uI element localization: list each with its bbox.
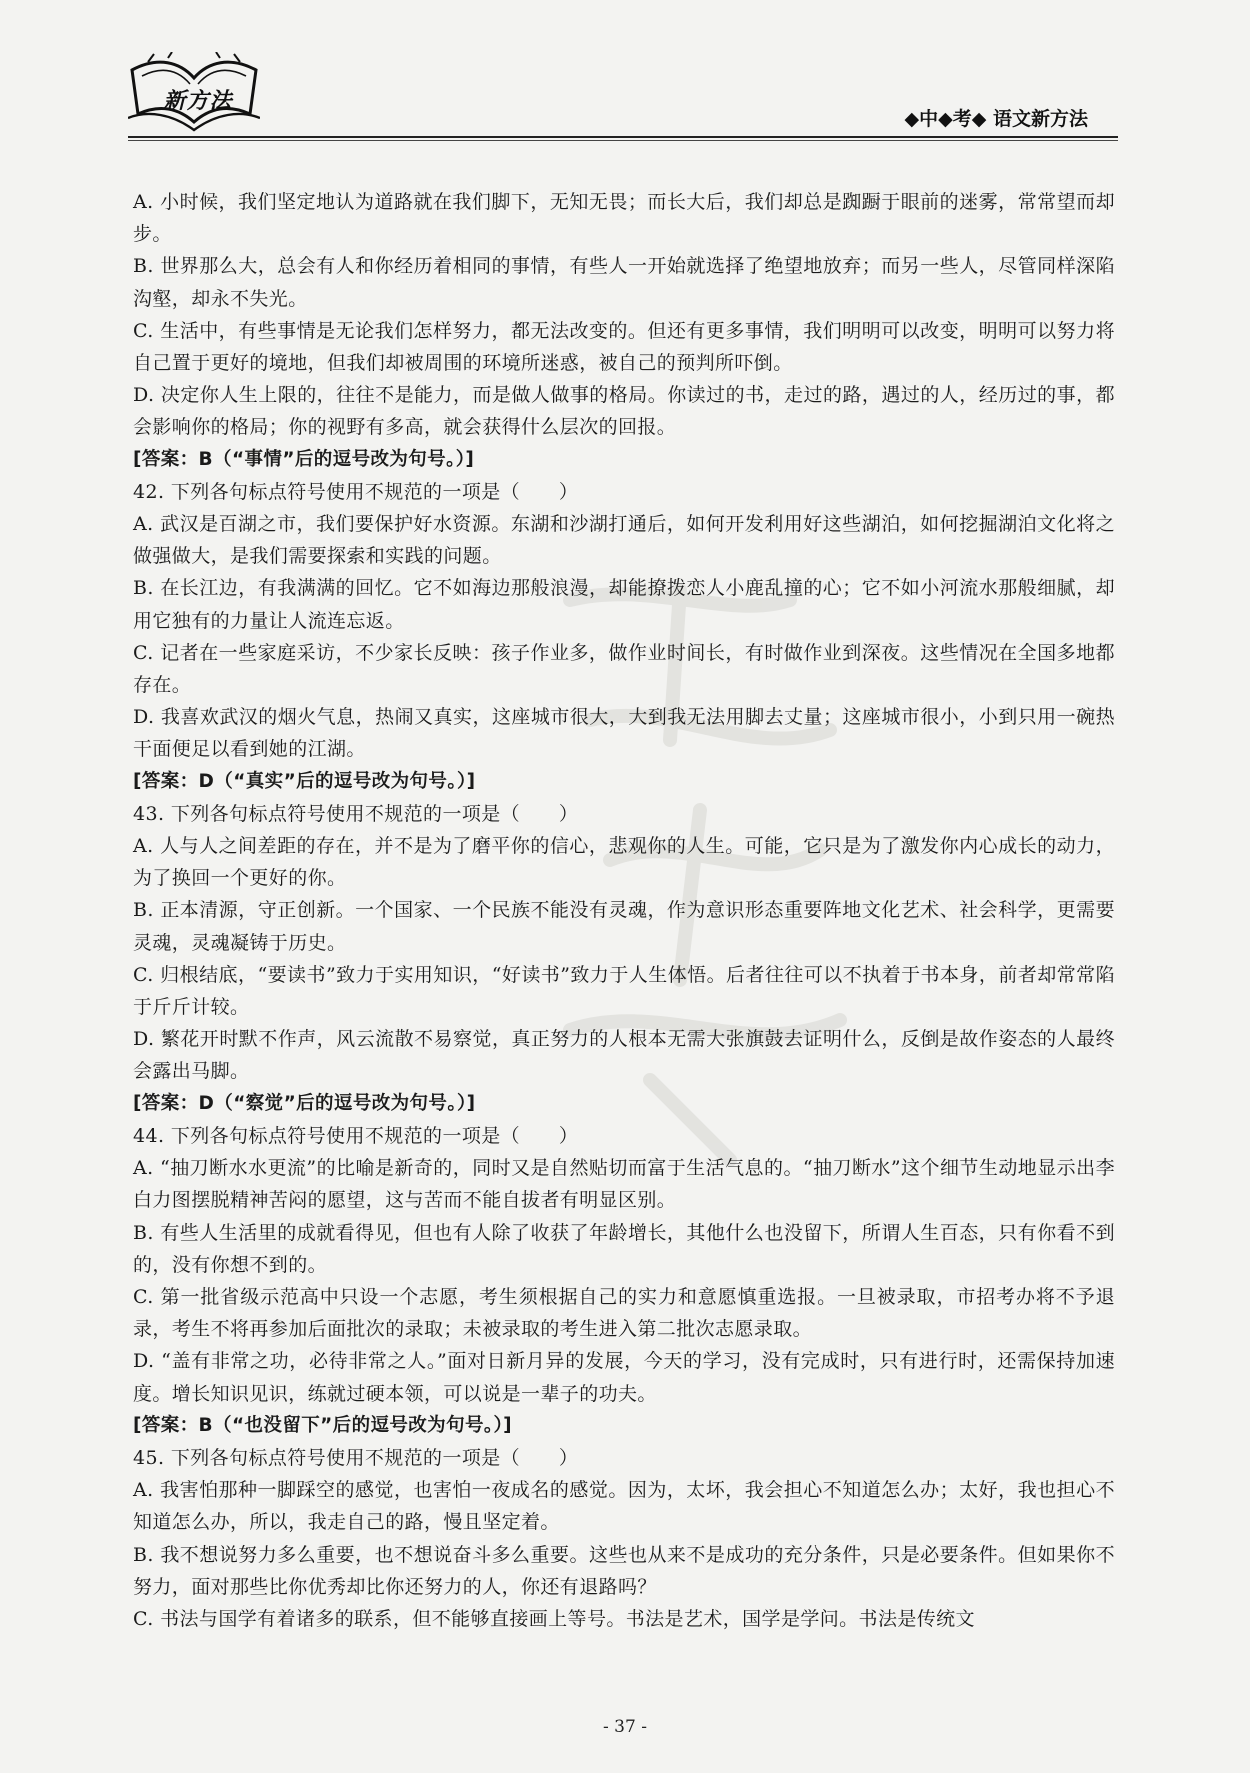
option-text: B. 在长江边，有我满满的回忆。它不如海边那般浪漫，却能撩拨恋人小鹿乱撞的心；它不如小河流水那般细腻，却用它独有的力量让人流连忘返。 [133,577,1115,632]
question-title: 42. 下列各句标点符号使用不规范的一项是（ ） [133,480,579,503]
option-text: C. 书法与国学有着诸多的联系，但不能够直接画上等号。书法是艺术，国学是学问。书法是传统文 [133,1607,975,1630]
header-divider [128,136,1118,138]
option-text: B. 正本清源，守正创新。一个国家、一个民族不能没有灵魂，作为意识形态重要阵地文化艺术、社会科学，更需要灵魂，灵魂凝铸于历史。 [133,899,1115,954]
option-text: B. 我不想说努力多么重要，也不想说奋斗多么重要。这些也从来不是成功的充分条件，只是必要条件。但如果你不努力，面对那些比你优秀却比你还努力的人，你还有退路吗？ [133,1543,1115,1598]
option-text: C. 归根结底，“要读书”致力于实用知识，“好读书”致力于人生体悟。后者往往可以不执着于书本身，前者却常常陷于斤斤计较。 [133,963,1115,1019]
answer-text: [答案：D（“察觉”后的逗号改为句号。）] [133,1092,476,1114]
logo-text: 新方法 [163,88,233,114]
answer-text: [答案：B（“也没留下”后的逗号改为句号。）] [133,1414,513,1436]
question-title: 44. 下列各句标点符号使用不规范的一项是（ ） [133,1124,579,1147]
header-title: ◆中◆考◆ 语文新方法 [904,108,1088,130]
answer-text: [答案：D（“真实”后的逗号改为句号。）] [133,770,476,792]
option-text: A. 我害怕那种一脚踩空的感觉，也害怕一夜成名的感觉。因为，太坏，我会担心不知道怎么办；太好，我也担心不知道怎么办，所以，我走自己的路，慢且坚定着。 [133,1479,1115,1534]
question-content [133,186,1115,1635]
option-text: D. 决定你人生上限的，往往不是能力，而是做人做事的格局。你读过的书，走过的路，遇过的人，经历过的事，都会影响你的格局；你的视野有多高，就会获得什么层次的回报。 [133,384,1115,439]
option-text: A. 小时候，我们坚定地认为道路就在我们脚下，无知无畏；而长大后，我们却总是踟蹰于眼前的迷雾，常常望而却步。 [133,191,1115,246]
header-divider-thin [128,140,1118,141]
option-text: D. “盖有非常之功，必待非常之人。”面对日新月异的发展，今天的学习，没有完成时，只有进行时，还需保持加速度。增长知识见识，练就过硬本领，可以说是一辈子的功夫。 [133,1350,1115,1405]
option-text: C. 第一批省级示范高中只设一个志愿，考生须根据自己的实力和意愿慎重选报。一旦被录取，市招考办将不予退录，考生不将再参加后面批次的录取；未被录取的考生进入第二批次志愿录取。 [133,1285,1115,1341]
option-text: A. 武汉是百湖之市，我们要保护好水资源。东湖和沙湖打通后，如何开发利用好这些湖泊，如何挖掘湖泊文化将之做强做大，是我们需要探索和实践的问题。 [133,513,1115,568]
page-number: - 37 - [603,1717,647,1737]
option-text: B. 世界那么大，总会有人和你经历着相同的事情，有些人一开始就选择了绝望地放弃；而另一些人，尽管同样深陷沟壑，却永不失光。 [133,255,1115,310]
option-text: C. 生活中，有些事情是无论我们怎样努力，都无法改变的。但还有更多事情，我们明明可以改变，明明可以努力将自己置于更好的境地，但我们却被周围的环境所迷惑，被自己的预判所吓倒。 [133,319,1115,375]
question-title: 43. 下列各句标点符号使用不规范的一项是（ ） [133,802,579,825]
option-text: D. 繁花开时默不作声，风云流散不易察觉，真正努力的人根本无需大张旗鼓去证明什么，反倒是故作姿态的人最终会露出马脚。 [133,1028,1115,1083]
question-title: 45. 下列各句标点符号使用不规范的一项是（ ） [133,1446,579,1469]
answer-text: [答案：B（“事情”后的逗号改为句号。）] [133,448,475,470]
option-text: A. “抽刀断水水更流”的比喻是新奇的，同时又是自然贴切而富于生活气息的。“抽刀断水”这个细节生动地显示出李白力图摆脱精神苦闷的愿望，这与苦而不能自拔者有明显区别。 [133,1157,1115,1212]
option-text: B. 有些人生活里的成就看得见，但也有人除了收获了年龄增长，其他什么也没留下，所谓人生百态，只有你看不到的，没有你想不到的。 [133,1221,1115,1276]
option-text: D. 我喜欢武汉的烟火气息，热闹又真实，这座城市很大，大到我无法用脚去丈量；这座城市很小，小到只用一碗热干面便足以看到她的江湖。 [133,706,1115,761]
option-text: C. 记者在一些家庭采访，不少家长反映：孩子作业多，做作业时间长，有时做作业到深夜。这些情况在全国多地都存在。 [133,641,1115,697]
option-text: A. 人与人之间差距的存在，并不是为了磨平你的信心，悲观你的人生。可能，它只是为了激发你内心成长的动力，为了换回一个更好的你。 [133,835,1115,890]
